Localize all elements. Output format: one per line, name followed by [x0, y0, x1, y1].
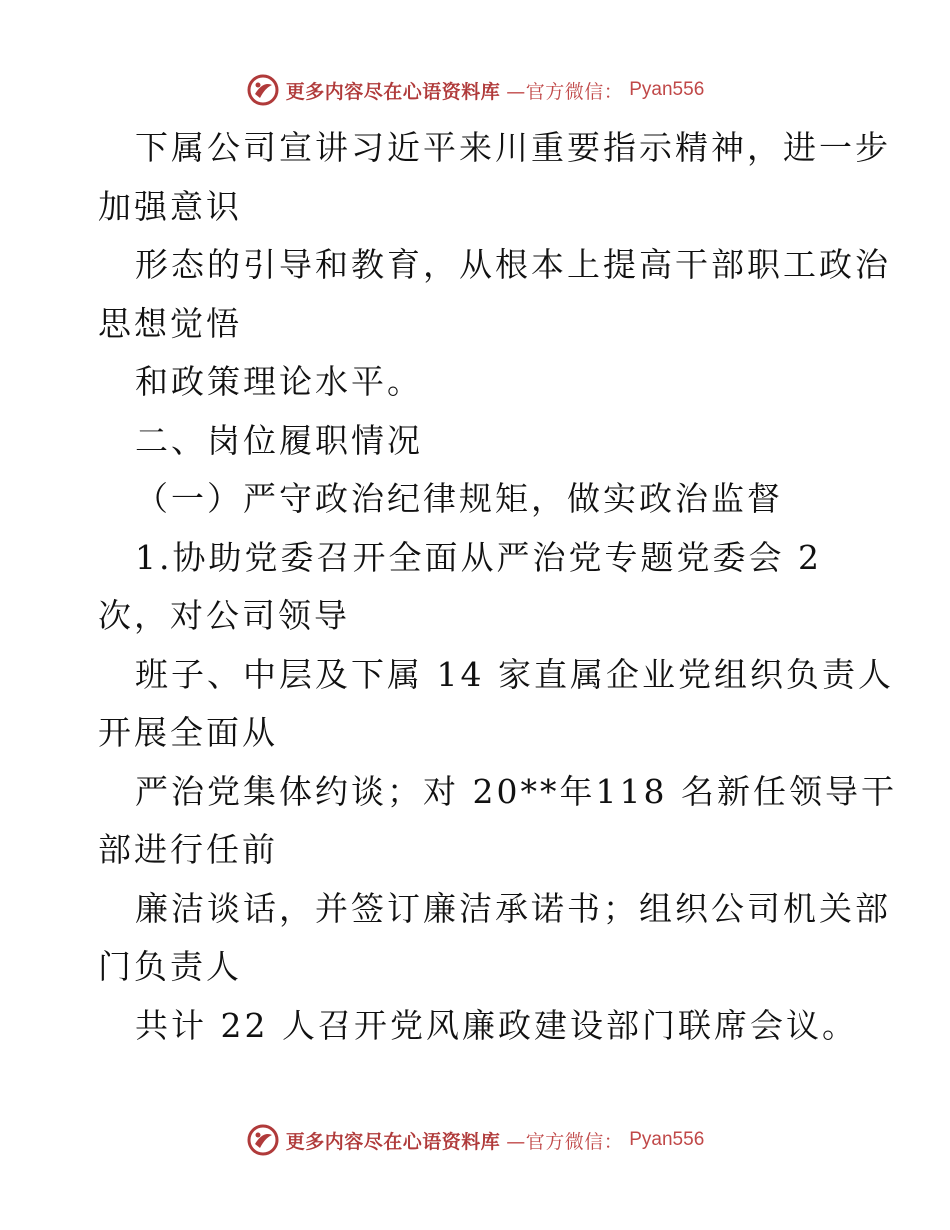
header-watermark — [0, 70, 950, 110]
document-body — [98, 119, 897, 1055]
brand-logo-icon — [246, 73, 280, 107]
watermark-wechat-id: Pyan556 — [629, 79, 705, 100]
watermark-wechat-id: Pyan556 — [629, 1129, 705, 1150]
watermark-sub-text: —官方微信： — [506, 80, 624, 103]
watermark-sub-text: —官方微信： — [506, 1130, 624, 1153]
text-line: 开展全面从 — [98, 713, 278, 752]
text-line: 1.协助党委召开全面从严治党专题党委会 2 — [135, 537, 822, 577]
text-line: 部进行任前 — [98, 830, 278, 869]
watermark-main-text: 更多内容尽在心语资料库 — [285, 80, 501, 103]
text-line: 思想觉悟 — [98, 303, 242, 343]
text-line: 形态的引导和教育，从根本上提高干部职工政治 — [135, 245, 891, 284]
text-line: 班子、中层及下属 14 家直属企业党组织负责人 — [135, 654, 894, 694]
footer-watermark — [0, 1120, 950, 1160]
text-line: 次，对公司领导 — [98, 596, 350, 635]
text-line: 共计 22 人召开党风廉政建设部门联席会议。 — [135, 1005, 858, 1045]
text-line: 下属公司宣讲习近平来川重要指示精神，进一步 — [135, 128, 891, 167]
text-line: 门负责人 — [98, 947, 242, 986]
subsection-heading: （一）严守政治纪律规矩，做实政治监督 — [135, 479, 783, 518]
brand-logo-icon — [246, 1123, 280, 1157]
watermark-main-text: 更多内容尽在心语资料库 — [285, 1130, 501, 1153]
text-line: 和政策理论水平。 — [135, 362, 423, 401]
section-heading: 二、岗位履职情况 — [135, 420, 423, 460]
text-line: 严治党集体约谈；对 20**年118 名新任领导干 — [135, 771, 897, 811]
text-line: 廉洁谈话，并签订廉洁承诺书；组织公司机关部 — [135, 888, 891, 928]
text-line: 加强意识 — [98, 186, 242, 226]
